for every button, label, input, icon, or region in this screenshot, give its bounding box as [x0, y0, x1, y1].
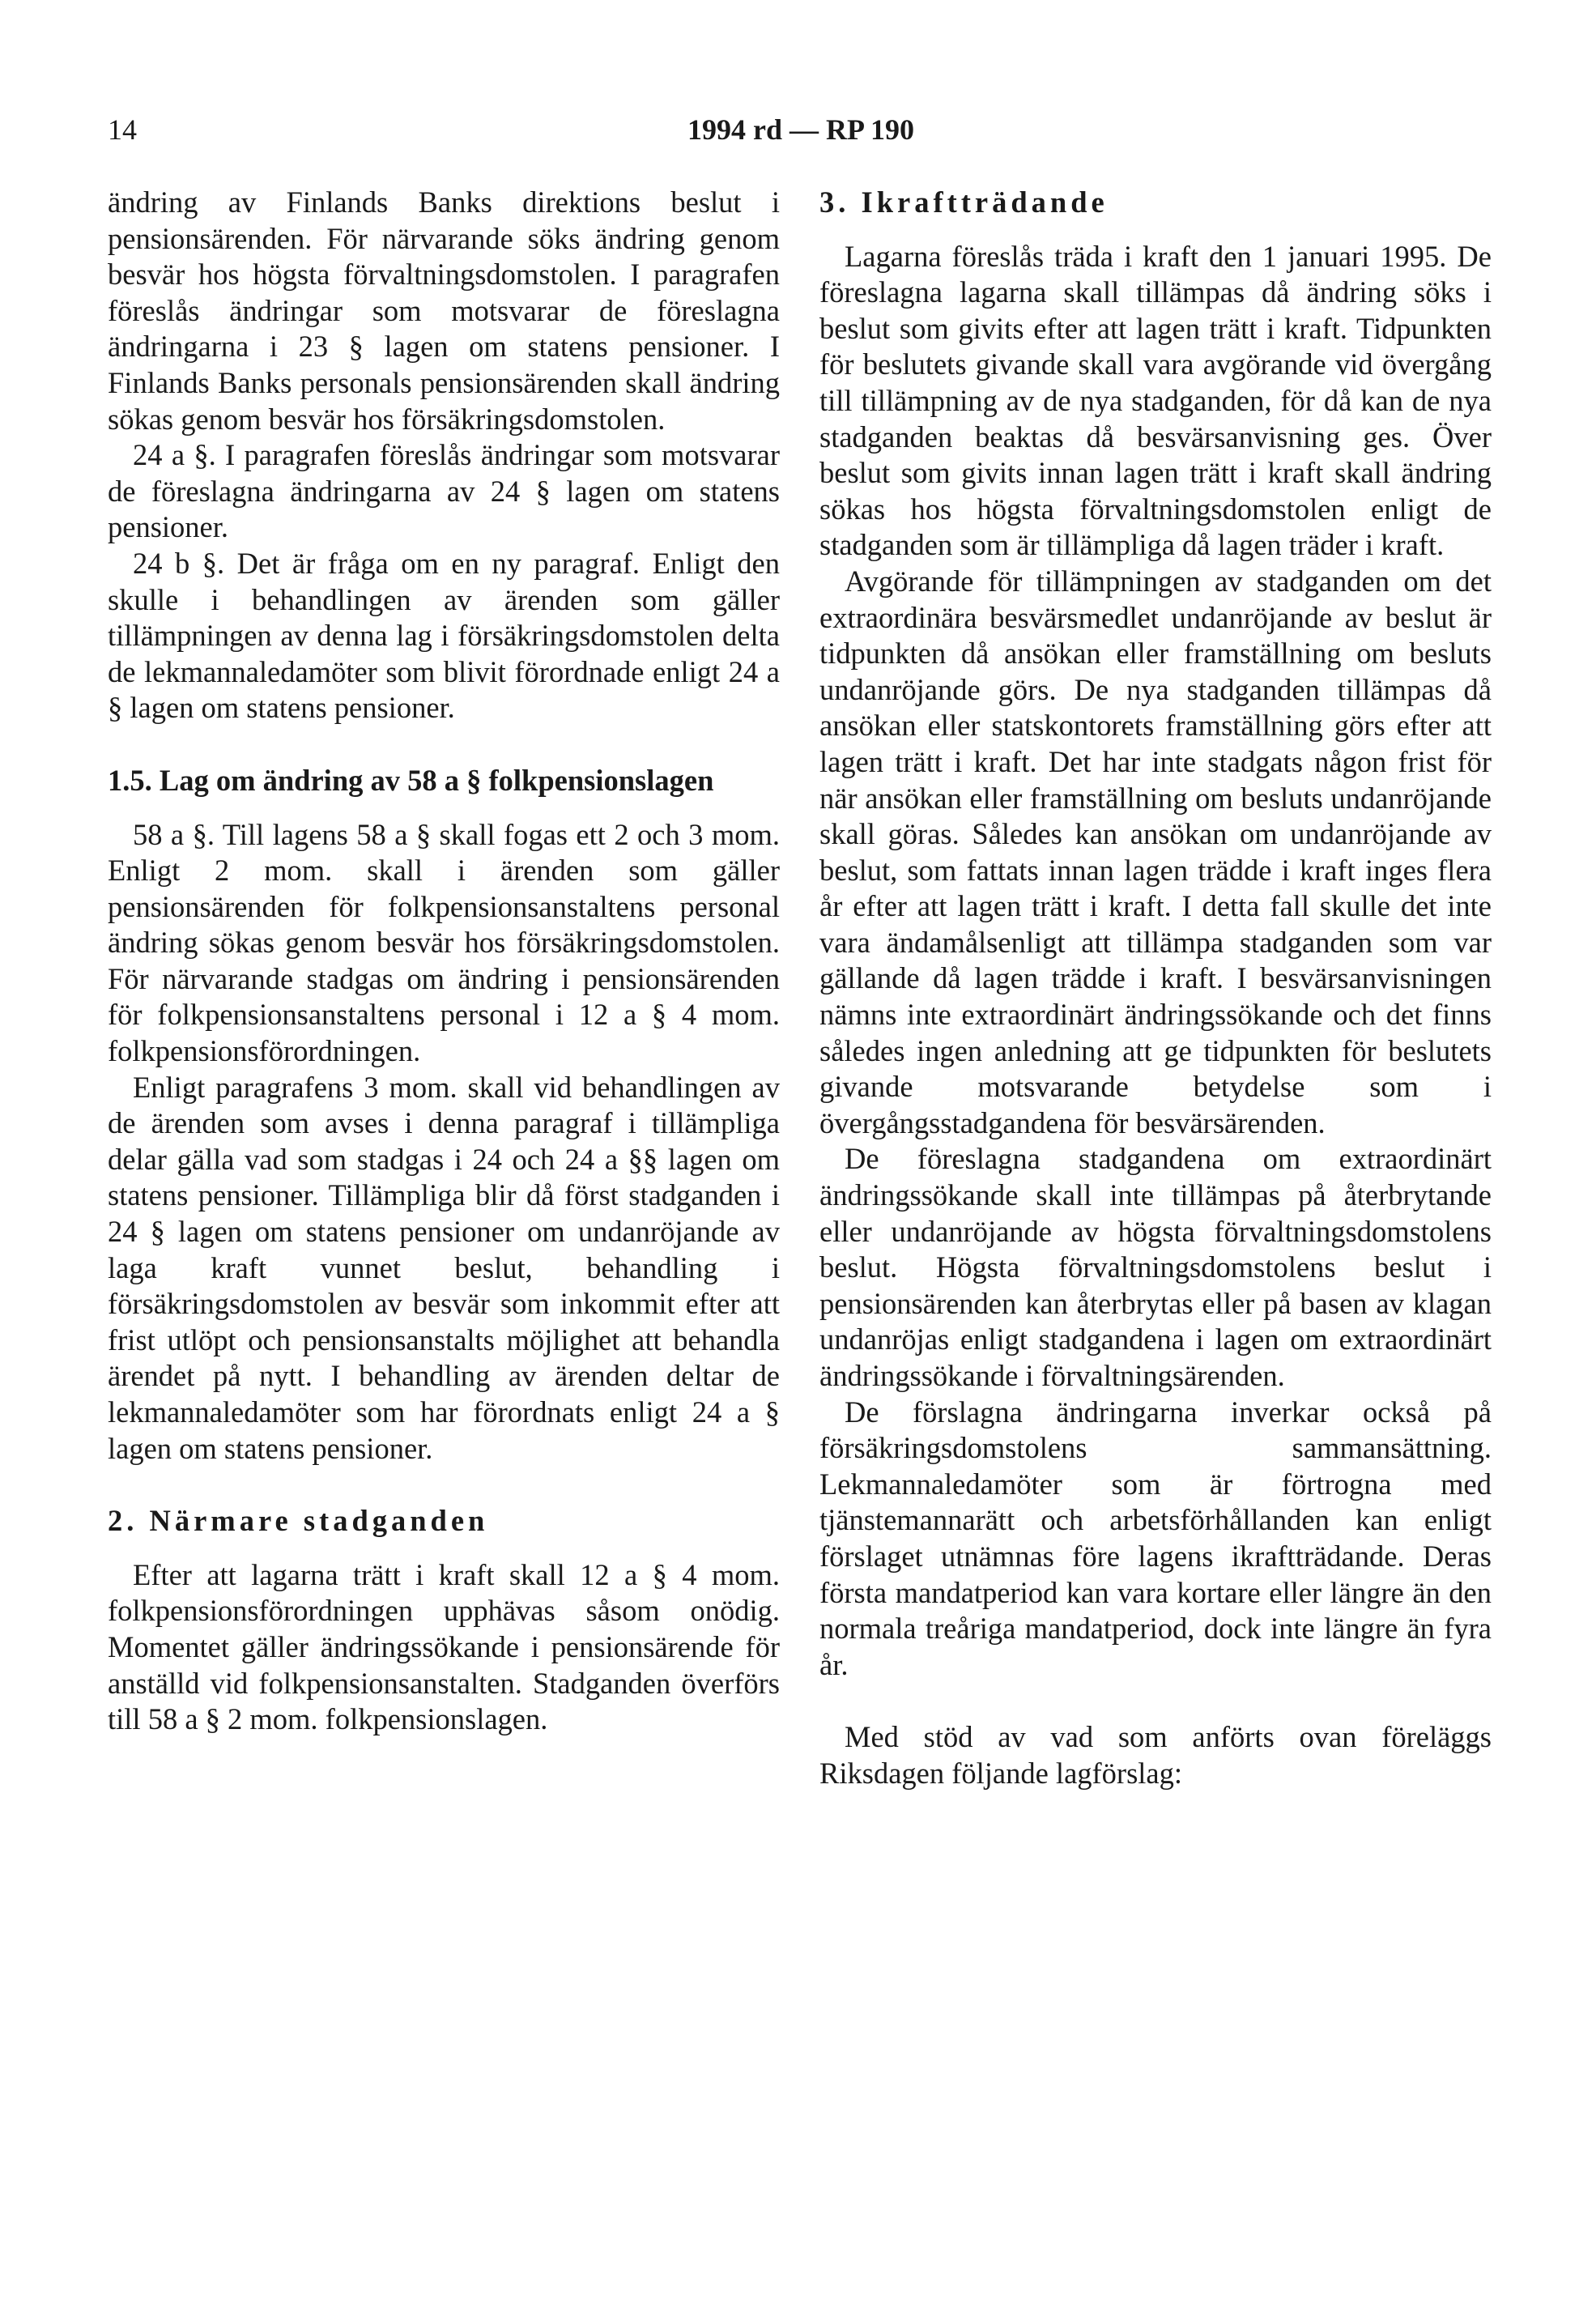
paragraph: 24 b §. Det är fråga om en ny paragraf. Enligt den skulle i behandlingen av ärenden som gäller tillämpningen av denna lag i försäkringsdomstolen delta de lekmannaledamöter som blivit förordnade enligt 24 a § lagen om statens pensioner.	[108, 546, 780, 725]
running-head: 1994 rd — RP 190	[687, 113, 914, 146]
paragraph: 24 a §. I paragrafen föreslås ändringar som motsvarar de föreslagna ändringarna av 24 § lagen om statens pensioner.	[108, 438, 780, 544]
page-number: 14	[108, 113, 137, 146]
section-heading-1-5: 1.5. Lag om ändring av 58 a § folkpensionslagen	[108, 763, 714, 797]
left-column	[108, 185, 780, 1738]
page-header	[108, 109, 1494, 150]
paragraph: Efter att lagarna trätt i kraft skall 12 a § 4 mom. folkpensionsförordningen upphävas såsom onödig. Momentet gäller ändringssökande i pensionsärende för anställd vid folkpensionsanstalten. Stadganden överförs till 58 a § 2 mom. folkpensionslagen.	[108, 1557, 780, 1736]
paragraph: 58 a §. Till lagens 58 a § skall fogas ett 2 och 3 mom. Enligt 2 mom. skall i ärenden som gäller pensionsärenden för folkpensionsanstaltens personal ändring sökas genom besvär hos försäkringsdomstolen. För närvarande stadgas om ändring i pensionsärenden för folkpensionsanstaltens personal i 12 a § 4 mom. folkpensionsförordningen.	[108, 817, 780, 1068]
paragraph: ändring av Finlands Banks direktions beslut i pensionsärenden. För närvarande söks ändring genom besvär hos högsta förvaltningsdomstolen. I paragrafen föreslås ändringar som motsvarar de föreslagna ändringarna i 23 § lagen om statens pensioner. I Finlands Banks personals pensionsärenden skall ändring sökas genom besvär hos försäkringsdomstolen.	[108, 185, 780, 436]
paragraph: Avgörande för tillämpningen av stadganden om det extraordinära besvärsmedlet undanröjande av beslut är tidpunkten då ansökan eller framställning om besluts undanröjande görs. De nya stadganden tillämpas då ansökan eller statskontorets framställning görs efter att lagen trätt i kraft. Det har inte stadgats någon frist för när ansökan eller framställning om besluts undanröjande skall göras. Således kan ansökan om undanröjande av beslut, som fattats innan lagen trädde i kraft inges flera år efter att lagen trätt i kraft. I detta fall skulle det inte vara ändamålsenligt att tillämpa stadganden som var gällande då lagen trädde i kraft. I besvärsanvisningen nämns inte extraordinärt ändringssökande och det finns således ingen anledning att ge tidpunkten för beslutets givande motsvarande betydelse som i övergångsstadgandena för besvärsärenden.	[819, 564, 1492, 1139]
paragraph: Med stöd av vad som anförts ovan föreläggs Riksdagen följande lagförslag:	[819, 1720, 1492, 1790]
paragraph: De förslagna ändringarna inverkar också på försäkringsdomstolens sammansättning. Lekmannaledamöter som är förtrogna med tjänstemannarätt och arbetsförhållanden kan enligt förslaget utnämnas före lagens ikraftträdande. Deras första mandatperiod kan vara kortare eller längre än den normala treåriga mandatperiod, dock inte längre än fyra år.	[819, 1395, 1492, 1681]
spacer	[108, 726, 780, 763]
section-heading-2: 2. Närmare stadganden	[108, 1504, 489, 1538]
right-column	[819, 185, 1492, 1792]
paragraph: Lagarna föreslås träda i kraft den 1 januari 1995. De föreslagna lagarna skall tillämpas då ändring söks i beslut som givits efter att lagen trätt i kraft. Tidpunkten för beslutets givande skall vara avgörande vid övergång till tillämpning av de nya stadganden, för då kan de nya stadganden beaktas då besvärsanvisning ges. Över beslut som givits innan lagen trätt i kraft skall ändring sökas hos högsta förvaltningsdomstolen enligt de stadganden som är tillämpliga då lagen träder i kraft.	[819, 239, 1492, 562]
spacer	[108, 1467, 780, 1503]
spacer	[108, 799, 780, 817]
spacer	[819, 1683, 1492, 1719]
spacer	[108, 1540, 780, 1557]
paragraph: Enligt paragrafens 3 mom. skall vid behandlingen av de ärenden som avses i denna paragraf i tillämpliga delar gälla vad som stadgas i 24 och 24 a §§ lagen om statens pensioner. Tillämpliga blir då först stadganden i 24 § lagen om statens pensioner om undanröjande av laga kraft vunnet beslut, behandling i försäkringsdomstolen av besvär som inkommit efter att frist utlöpt och pensionsanstalts möjlighet att behandla ärendet på nytt. I behandling av ärenden deltar de lekmannaledamöter som har förordnats enligt 24 a § lagen om statens pensioner.	[108, 1070, 780, 1465]
spacer	[819, 221, 1492, 239]
paragraph: De föreslagna stadgandena om extraordinärt ändringssökande skall inte tillämpas på återbrytande eller undanröjande av högsta förvaltningsdomstolens beslut. Högsta förvaltningsdomstolens beslut i pensionsärenden kan återbrytas eller på basen av klagan undanröjas enligt stadgandena i lagen om extraordinärt ändringssökande i förvaltningsärenden.	[819, 1142, 1492, 1392]
section-heading-3: 3. Ikraftträdande	[819, 185, 1109, 219]
